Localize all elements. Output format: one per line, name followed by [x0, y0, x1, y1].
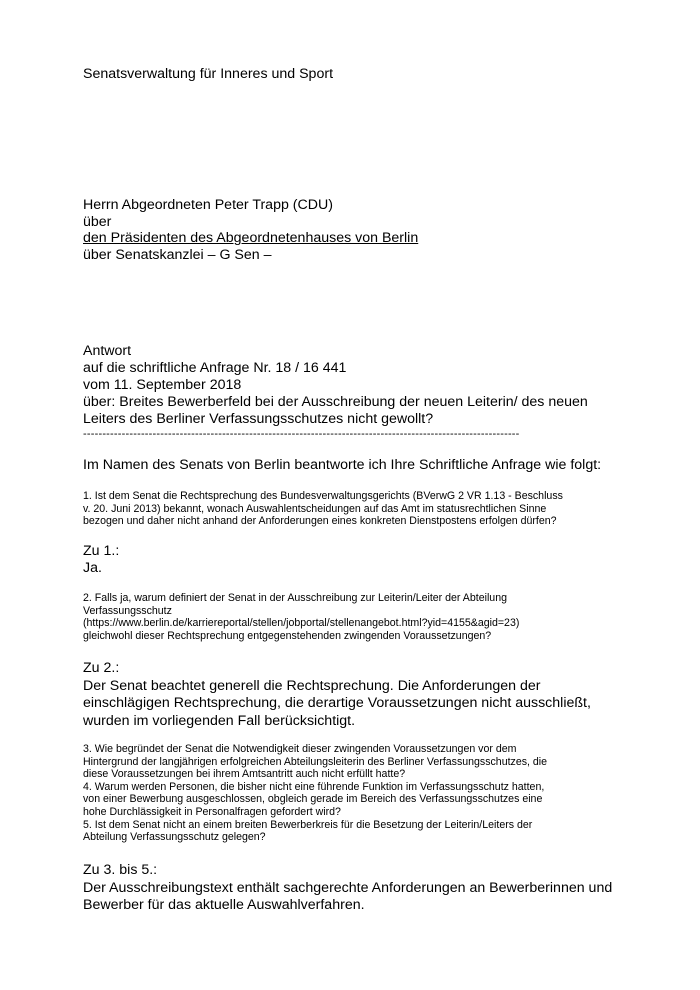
- answer-heading: Zu 1.:: [83, 543, 120, 559]
- question-1: [83, 490, 628, 528]
- answer-line: einschlägigen Rechtsprechung, die derartige Voraussetzungen nicht ausschließt,: [83, 695, 591, 712]
- answer-3-to-5: [83, 862, 628, 915]
- question-line: Hintergrund der langjährigen erfolgreichen Abteilungsleiterin des Berliner Verfassungsschutzes, die: [83, 755, 548, 768]
- answer-heading: Zu 3. bis 5.:: [83, 862, 158, 878]
- address-line: über Senatskanzlei – G Sen –: [83, 246, 272, 263]
- question-line: 4. Warum werden Personen, die bisher nicht eine führende Funktion im Verfassungsschutz hatten,: [83, 780, 545, 793]
- subject-line: vom 11. September 2018: [83, 377, 242, 393]
- question-line: Verfassungsschutz: [83, 604, 172, 617]
- answer-line: Ja.: [83, 559, 102, 576]
- answer-1: [83, 543, 628, 576]
- intro-text: Im Namen des Senats von Berlin beantworte ich Ihre Schriftliche Anfrage wie folgt:: [83, 457, 602, 473]
- question-2: [83, 592, 628, 642]
- question-line: 2. Falls ja, warum definiert der Senat in der Ausschreibung zur Leiterin/Leiter der Abteilung: [83, 592, 507, 604]
- answer-line: Der Senat beachtet generell die Rechtsprechung. Die Anforderungen der: [83, 677, 541, 694]
- answer-line: Bewerber für das aktuelle Auswahlverfahren.: [83, 897, 365, 914]
- question-line: diese Voraussetzungen bei ihrem Amtsantritt auch nicht erfüllt hatte?: [83, 768, 406, 781]
- question-line: 5. Ist dem Senat nicht an einem breiten Bewerberkreis für die Besetzung der Leiterin/Leiters der: [83, 818, 533, 831]
- question-line: 3. Wie begründet der Senat die Notwendigkeit dieser zwingenden Voraussetzungen vor dem: [83, 743, 517, 755]
- answer-heading: Zu 2.:: [83, 660, 120, 676]
- address-line-underlined: den Präsidenten des Abgeordnetenhauses von Berlin: [83, 230, 419, 246]
- separator-line: -----------------------------------------------------------------------------------------------------------------: [83, 428, 520, 440]
- question-line: von einer Bewerbung ausgeschlossen, obgleich gerade im Bereich des Verfassungsschutzes eine: [83, 793, 543, 806]
- subject-line: über: Breites Bewerberfeld bei der Ausschreibung der neuen Leiterin/ des neuen: [83, 394, 588, 410]
- address-line: Herrn Abgeordneten Peter Trapp (CDU): [83, 197, 333, 213]
- subject-line: Antwort: [83, 343, 132, 359]
- authority-name: Senatsverwaltung für Inneres und Sport: [83, 66, 334, 82]
- question-line: hohe Durchlässigkeit in Personalfragen gefordert wird?: [83, 805, 341, 818]
- intro-paragraph: [83, 457, 628, 474]
- subject-line: auf die schriftliche Anfrage Nr. 18 / 16 441: [83, 360, 347, 376]
- question-line: gleichwohl dieser Rechtsprechung entgegenstehenden zwingenden Voraussetzungen?: [83, 629, 492, 642]
- subject-line: Leiters des Berliner Verfassungsschutzes nicht gewollt?: [83, 411, 434, 427]
- questions-3-to-5: [83, 743, 628, 844]
- question-line: v. 20. Juni 2013) bekannt, wonach Auswahlentscheidungen auf das Amt im statusrechtlichen Sinne: [83, 502, 547, 515]
- address-block: [83, 197, 628, 263]
- address-line: über: [83, 213, 112, 230]
- answer-2: [83, 660, 628, 730]
- question-line: (https://www.berlin.de/karriereportal/stellen/jobportal/stellenangebot.html?yid=4155&agid=23): [83, 617, 520, 630]
- answer-line: Der Ausschreibungstext enthält sachgerechte Anforderungen an Bewerberinnen und: [83, 879, 613, 896]
- subject-block: [83, 343, 628, 440]
- question-line: 1. Ist dem Senat die Rechtsprechung des Bundesverwaltungsgerichts (BVerwG 2 VR 1.13 - Beschluss: [83, 490, 563, 502]
- answer-line: wurden im vorliegenden Fall berücksichtigt.: [83, 712, 356, 729]
- question-line: Abteilung Verfassungsschutz gelegen?: [83, 831, 266, 844]
- question-line: bezogen und daher nicht anhand der Anforderungen eines konkreten Dienstpostens erfolgen dürfen?: [83, 515, 557, 528]
- authority-header: [83, 66, 628, 83]
